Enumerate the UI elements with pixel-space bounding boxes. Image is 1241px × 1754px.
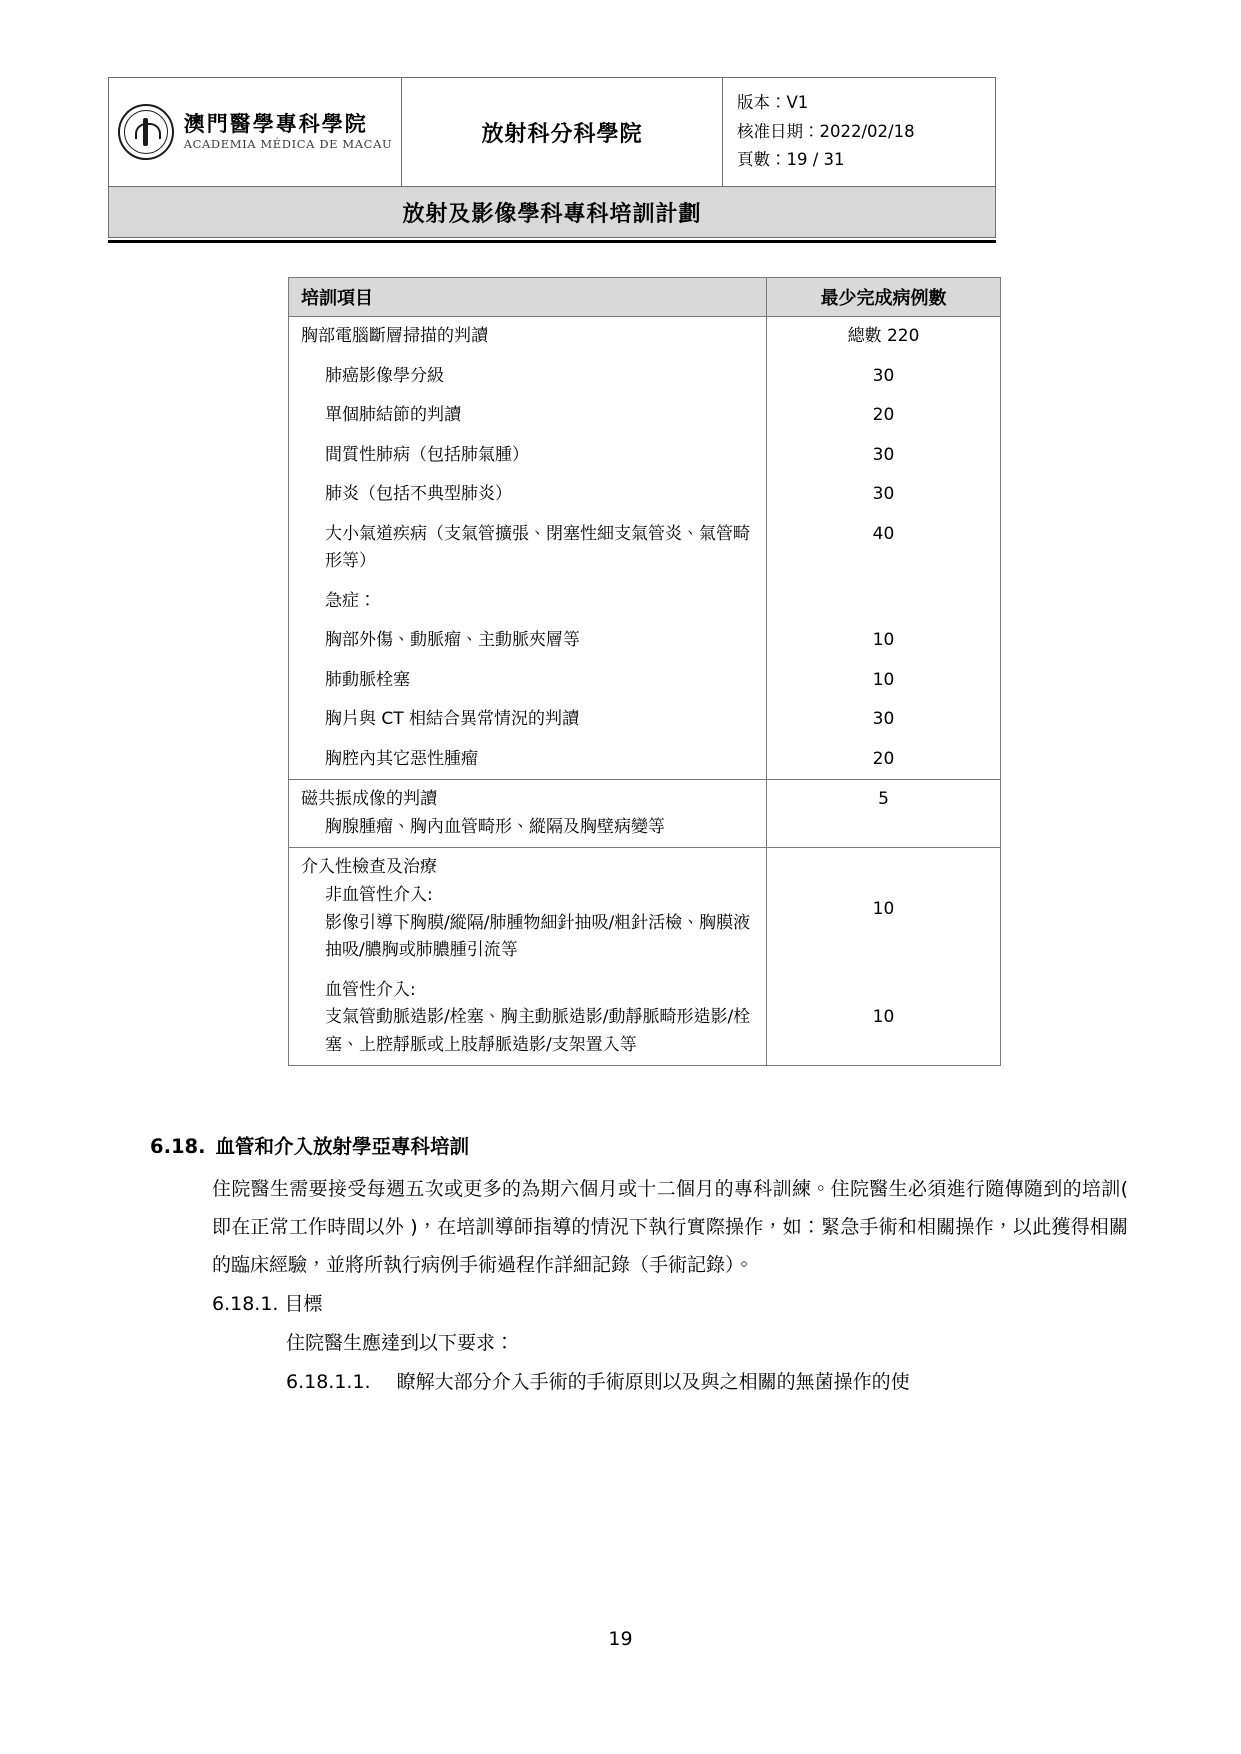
- logo-cell: [109, 78, 402, 187]
- section-paragraph: 住院醫生需要接受每週五次或更多的為期六個月或十二個月的專科訓練。住院醫生必須進行隨傳隨到的培訓( 即在正常工作時間以外 )，在培訓導師指導的情況下執行實際操作，如：緊急手術和相關操作，以此獲得相關的臨床經驗，並將所執行病例手術過程作詳細記錄（手術記錄）。: [212, 1178, 1128, 1277]
- row-item-label: 肺動脈栓塞: [325, 669, 410, 690]
- logo-name-pt: ACADEMIA MÉDICA DE MACAU: [183, 137, 393, 152]
- row-item-label: 肺炎（包括不典型肺炎）: [325, 484, 512, 505]
- footer-page-number: 19: [608, 1628, 633, 1650]
- section-title: 血管和介入放射學亞專科培訓: [215, 1135, 470, 1158]
- nonvascular-detail: 影像引導下胸膜/縱隔/肺腫物細針抽吸/粗針活檢、胸膜液抽吸/膿胸或肺膿腫引流等: [325, 912, 751, 961]
- nonvascular-count: 10: [767, 848, 1001, 971]
- table-row: [289, 515, 1001, 582]
- row-item-label: 急症：: [325, 590, 376, 611]
- table-row: [289, 700, 1001, 740]
- table-row: [289, 582, 1001, 622]
- row-item-count: 20: [767, 740, 1001, 780]
- row-item-label: 胸部外傷、動脈瘤、主動脈夾層等: [325, 630, 580, 651]
- table-row: [289, 661, 1001, 701]
- row-item-label: 大小氣道疾病（支氣管擴張、閉塞性細支氣管炎、氣管畸形等）: [325, 523, 750, 572]
- table-row-intervention-vascular: [289, 971, 1001, 1066]
- row-item-count: 20: [767, 396, 1001, 436]
- section-number: 6.18.: [150, 1135, 206, 1158]
- table-row: [289, 357, 1001, 397]
- document-title: 放射科分科學院: [402, 78, 723, 187]
- table-row-mri: [289, 780, 1001, 848]
- table-row: [289, 621, 1001, 661]
- training-table-wrap: [288, 277, 1000, 1066]
- header-subtitle-row: [109, 187, 996, 238]
- row-item-count: 10: [767, 621, 1001, 661]
- item-number: 6.18.1.1.: [286, 1371, 371, 1394]
- vascular-label: 血管性介入:: [325, 979, 416, 1000]
- intervention-nonvascular-cell: [289, 848, 767, 971]
- row-item-label: 胸片與 CT 相結合異常情況的判讀: [325, 709, 580, 730]
- document-header: [108, 77, 996, 238]
- row-item-count: 30: [767, 357, 1001, 397]
- mri-group-cell: [289, 780, 767, 848]
- table-row: [289, 436, 1001, 476]
- section-heading-6-18: [150, 1128, 1128, 1166]
- mri-group-title: 磁共振成像的判讀: [301, 789, 437, 810]
- header-main-row: [109, 78, 996, 187]
- academy-seal-icon: [118, 104, 174, 160]
- column-header-count: 最少完成病例數: [767, 278, 1001, 317]
- intervention-vascular-cell: [289, 971, 767, 1066]
- table-row-intervention-nonvascular: [289, 848, 1001, 971]
- mri-group-count: 5: [767, 780, 1001, 848]
- document-body: [108, 1128, 1128, 1401]
- row-item-label: 單個肺結節的判讀: [325, 405, 461, 426]
- row-item-count: 10: [767, 661, 1001, 701]
- row-item-count: 30: [767, 475, 1001, 515]
- table-row: [289, 317, 1001, 357]
- item-text: 瞭解大部分介入手術的手術原則以及與之相關的無菌操作的使: [396, 1371, 910, 1394]
- row-item-label: 間質性肺病（包括肺氣腫）: [325, 444, 529, 465]
- mri-group-detail: 胸腺腫瘤、胸內血管畸形、縱隔及胸壁病變等: [325, 816, 665, 837]
- header-meta-cell: [723, 78, 996, 187]
- approved-date-label: 核准日期：2022/02/18: [737, 121, 915, 141]
- row-item-count: 總數 220: [767, 317, 1001, 357]
- subsection-heading-6-18-1: 6.18.1. 目標: [212, 1293, 323, 1316]
- table-row: [289, 475, 1001, 515]
- row-item-label: 胸腔內其它惡性腫瘤: [325, 748, 478, 769]
- table-header-row: [289, 278, 1001, 317]
- document-subtitle: 放射及影像學科專科培訓計劃: [109, 187, 996, 238]
- vascular-detail: 支氣管動脈造影/栓塞、胸主動脈造影/動靜脈畸形造影/栓塞、上腔靜脈或上肢靜脈造影/支架置入等: [325, 1007, 751, 1055]
- page-count-label: 頁數：19 / 31: [737, 150, 845, 170]
- subsection-intro-line: 住院醫生應達到以下要求：: [286, 1332, 515, 1355]
- version-label: 版本：V1: [737, 93, 809, 113]
- table-row: [289, 396, 1001, 436]
- vascular-count: 10: [767, 971, 1001, 1066]
- header-divider-rule: [108, 240, 996, 243]
- logo-name-cn: 澳門醫學專科學院: [183, 111, 368, 137]
- table-row: [289, 740, 1001, 780]
- row-item-count: 40: [767, 515, 1001, 582]
- row-item-label: 胸部電腦斷層掃描的判讀: [289, 317, 767, 357]
- row-item-count: [767, 582, 1001, 622]
- item-6-18-1-1: [286, 1364, 1128, 1401]
- intervention-group-title: 介入性檢查及治療: [301, 857, 437, 878]
- row-item-label: 肺癌影像學分級: [325, 365, 444, 386]
- nonvascular-label: 非血管性介入:: [325, 884, 433, 905]
- row-item-count: 30: [767, 436, 1001, 476]
- row-item-count: 30: [767, 700, 1001, 740]
- column-header-item: 培訓項目: [289, 278, 767, 317]
- header-table: [108, 77, 996, 238]
- training-requirements-table: [288, 277, 1001, 1066]
